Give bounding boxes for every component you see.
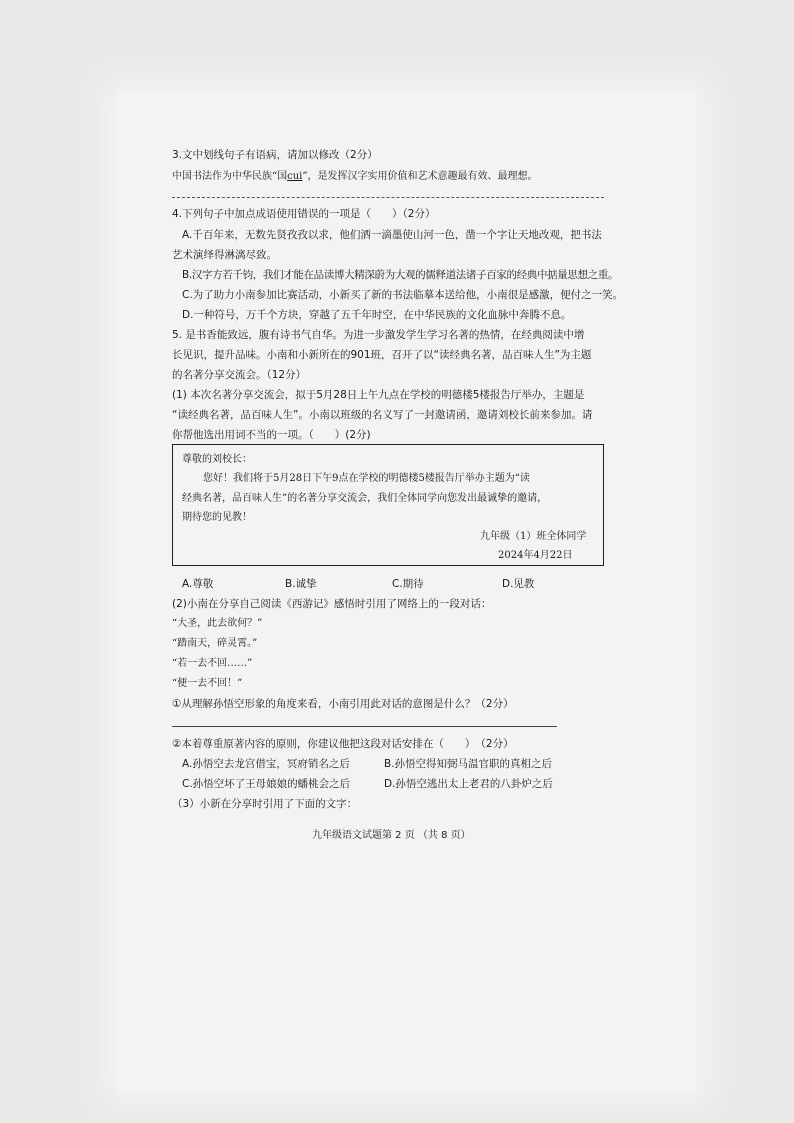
- sub2-option-b: B.孙悟空得知弼马温官职的真相之后: [384, 758, 553, 770]
- q3-sentence: [172, 170, 538, 184]
- q5-sub1-line1: (1) 本次名著分享交流会，拟于5月28日上午九点在学校的明德楼5楼报告厅举办，主题是: [172, 389, 585, 401]
- q3-sentence-suffix: ”，是发挥汉字实用价值和艺术意趣最有效、最理想。: [302, 171, 538, 182]
- sub2-question1: ①从理解孙悟空形象的角度来看，小南引用此对话的意图是什么？（2分）: [172, 698, 514, 710]
- option-d-jianjiao: D.见教: [502, 578, 535, 590]
- q5-para-line3: 的名著分享交流会。（12分）: [172, 369, 307, 381]
- q3-pinyin-blank: cui: [287, 171, 303, 182]
- sub2-option-a: A.孙悟空去龙宫借宝，冥府销名之后: [182, 758, 350, 770]
- q4-option-a-line1: A.千百年来，无数先贤孜孜以求，他们洒一滴墨使山河一色，凿一个字让天地改观，把书法: [182, 229, 602, 241]
- q4-option-b: B.汉字方若千钧，我们才能在品读博大精深蔚为大观的儒释道法诸子百家的经典中掂量思想之重。: [182, 269, 619, 281]
- dialogue-line4: “便一去不回！”: [172, 678, 243, 689]
- sub3-intro: （3）小新在分享时引用了下面的文字：: [172, 798, 358, 810]
- dialogue-line1: “大圣，此去欲何？”: [172, 618, 263, 629]
- sub2-option-d: D.孙悟空逃出太上老君的八卦炉之后: [384, 778, 553, 790]
- q3-sentence-prefix: 中国书法作为中华民族“国: [172, 171, 288, 182]
- dialogue-line2: “踏南天，碎灵霄。”: [172, 638, 258, 649]
- q5-para-line1: 5. 是书香能致远，腹有诗书气自华。为进一步激发学生学习名著的热情，在经典阅读中增: [172, 329, 585, 341]
- q4-option-a-line2: 艺术演绎得淋漓尽致。: [172, 249, 277, 261]
- q5-para-line2: 长见识，提升品味。小南和小新所在的901班，召开了以“读经典名著，品百味人生”为主题: [172, 349, 592, 361]
- q4-title: 4.下列句子中加点成语使用错误的一项是（ ）（2分）: [172, 208, 436, 220]
- sub2-intro: (2)小南在分享自己阅读《西游记》感悟时引用了网络上的一段对话：: [172, 598, 492, 610]
- letter-date: 2024年4月22日: [498, 550, 573, 561]
- letter-greeting: 尊敬的刘校长：: [182, 454, 252, 465]
- page-footer: 九年级语文试题第 2 页 （共 8 页）: [312, 830, 471, 841]
- option-a-zunjing: A.尊敬: [182, 578, 214, 590]
- letter-body-line2: 经典名著，品百味人生”的名著分享交流会，我们全体同学向您发出最诚挚的邀请，: [182, 493, 548, 504]
- q4-option-d: D.一种符号，万千个方块，穿越了五千年时空，在中华民族的文化血脉中奔腾不息。: [182, 309, 572, 321]
- dialogue-line3: “若一去不回……”: [172, 658, 253, 669]
- sub2-answer-line: [172, 726, 557, 727]
- q3-answer-line: [172, 197, 604, 198]
- letter-body-line3: 期待您的见教！: [182, 512, 252, 523]
- q5-sub1-line3: 你帮他选出用词不当的一项。（ ）(2分): [172, 429, 371, 441]
- exam-page: [118, 92, 696, 1092]
- q3-title: 3.文中划线句子有语病，请加以修改（2分）: [172, 149, 378, 161]
- letter-signature: 九年级（1）班全体同学: [480, 531, 587, 542]
- q5-sub1-line2: “读经典名著，品百味人生”。小南以班级的名义写了一封邀请函，邀请刘校长前来参加。请: [172, 409, 593, 421]
- sub2-option-c: C.孙悟空坏了王母娘娘的蟠桃会之后: [182, 778, 351, 790]
- letter-body-line1: 您好！我们将于5月28日下午9点在学校的明德楼5楼报告厅举办主题为“读: [203, 473, 530, 484]
- q4-option-c: C.为了助力小南参加比赛活动，小新买了新的书法临摹本送给他，小南很是感激，便付之一笑。: [182, 289, 624, 301]
- option-b-chengzhi: B.诚挚: [285, 578, 317, 590]
- option-c-qidai: C.期待: [392, 578, 424, 590]
- sub2-question2: ②本着尊重原著内容的原则，你建议他把这段对话安排在（ ） （2分）: [172, 738, 514, 750]
